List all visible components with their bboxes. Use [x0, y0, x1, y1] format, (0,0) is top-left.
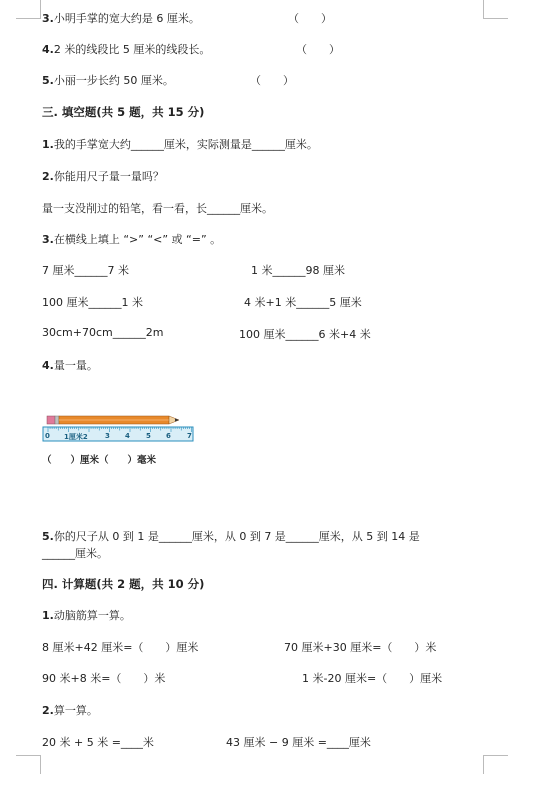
answer-paren[interactable]: （ ）: [288, 12, 332, 25]
fill-q5: [42, 528, 420, 544]
ruler-tick-6: 6: [166, 432, 171, 440]
calc-q1: [42, 607, 131, 623]
compare-row-3-left: 30cm+70cm______2m: [42, 326, 164, 339]
ruler-pencil-figure: [42, 412, 202, 472]
compare-row-2-right: 4 米+1 米______5 厘米: [244, 296, 362, 309]
item-text: 动脑筋算一算。: [53, 609, 131, 622]
calc-row-2-left: 90 米+8 米=（ ）米: [42, 672, 166, 685]
fill-q2: [42, 168, 164, 184]
judge-item-5: [42, 72, 174, 88]
ruler-tick-3: 3: [105, 432, 110, 440]
ruler-tick-5: 5: [146, 432, 151, 440]
fill-q3: [42, 231, 221, 247]
pencil-eraser: [47, 416, 55, 424]
item-text: 小丽一步长约 50 厘米。: [53, 74, 174, 87]
item-number: 1.: [42, 138, 54, 151]
item-number: 2.: [42, 704, 54, 717]
item-number: 1.: [42, 609, 54, 622]
calc-row-1-right: 70 厘米+30 厘米=（ ）米: [284, 641, 437, 654]
item-text: 量一量。: [53, 359, 98, 372]
compare-row-1-left: 7 厘米______7 米: [42, 264, 129, 277]
item-text: 在横线上填上 “>” “<” 或 “=” 。: [53, 233, 222, 246]
ruler-tick-labels: [42, 432, 202, 444]
item-number: 2.: [42, 170, 54, 183]
fill-q1: [42, 136, 318, 152]
pencil-ferrule: [55, 416, 59, 424]
corner-mark-top-right: [483, 0, 508, 19]
calc-row-1-left: 8 厘米+42 厘米=（ ）厘米: [42, 641, 199, 654]
compare-row-3-right: 100 厘米______6 米+4 米: [239, 328, 371, 341]
item-text: 你的尺子从 0 到 1 是______厘米，从 0 到 7 是______厘米，从 5 到 14 是: [53, 530, 420, 543]
ruler-tick-7: 7: [187, 432, 192, 440]
fill-q4: [42, 357, 98, 373]
calc-q2-left: 20 米 + 5 米 =____米: [42, 736, 154, 749]
section-title: 四. 计算题(共 2 题，共 10 分): [42, 577, 205, 591]
calc-q2: [42, 702, 98, 718]
answer-paren[interactable]: （ ）: [296, 43, 340, 56]
ruler-tick-4: 4: [125, 432, 130, 440]
corner-mark-bottom-left: [16, 755, 41, 774]
item-number: 3.: [42, 233, 54, 246]
ruler-tick-1-2: 1厘米2: [64, 433, 88, 441]
calc-q2-right: 43 厘米 − 9 厘米 =____厘米: [226, 736, 371, 749]
compare-row-1-right: 1 米______98 厘米: [251, 264, 345, 277]
item-text: 我的手掌宽大约______厘米，实际测量是______厘米。: [53, 138, 318, 151]
item-number: 4.: [42, 43, 54, 56]
judge-item-3: [42, 10, 200, 26]
corner-mark-top-left: [16, 0, 41, 19]
judge-item-4: [42, 41, 210, 57]
corner-mark-bottom-right: [483, 755, 508, 774]
section-title: 三. 填空题(共 5 题，共 15 分): [42, 105, 205, 119]
fill-q5-line2: ______厘米。: [42, 547, 108, 560]
item-number: 3.: [42, 12, 54, 25]
item-text: 算一算。: [53, 704, 98, 717]
ruler-answer-line: （ ）厘米（ ）毫米: [42, 455, 157, 466]
compare-row-2-left: 100 厘米______1 米: [42, 296, 143, 309]
fill-q2-line2: 量一支没削过的铅笔，看一看，长______厘米。: [42, 202, 273, 215]
item-text: 2 米的线段比 5 厘米的线段长。: [53, 43, 211, 56]
item-text: 你能用尺子量一量吗？: [53, 170, 164, 183]
item-number: 5.: [42, 74, 54, 87]
item-number: 5.: [42, 530, 54, 543]
item-text: 小明手掌的宽大约是 6 厘米。: [53, 12, 200, 25]
item-number: 4.: [42, 359, 54, 372]
answer-paren[interactable]: （ ）: [250, 74, 294, 87]
calc-row-2-right: 1 米-20 厘米=（ ）厘米: [302, 672, 443, 685]
ruler-tick-0: 0: [45, 432, 50, 440]
